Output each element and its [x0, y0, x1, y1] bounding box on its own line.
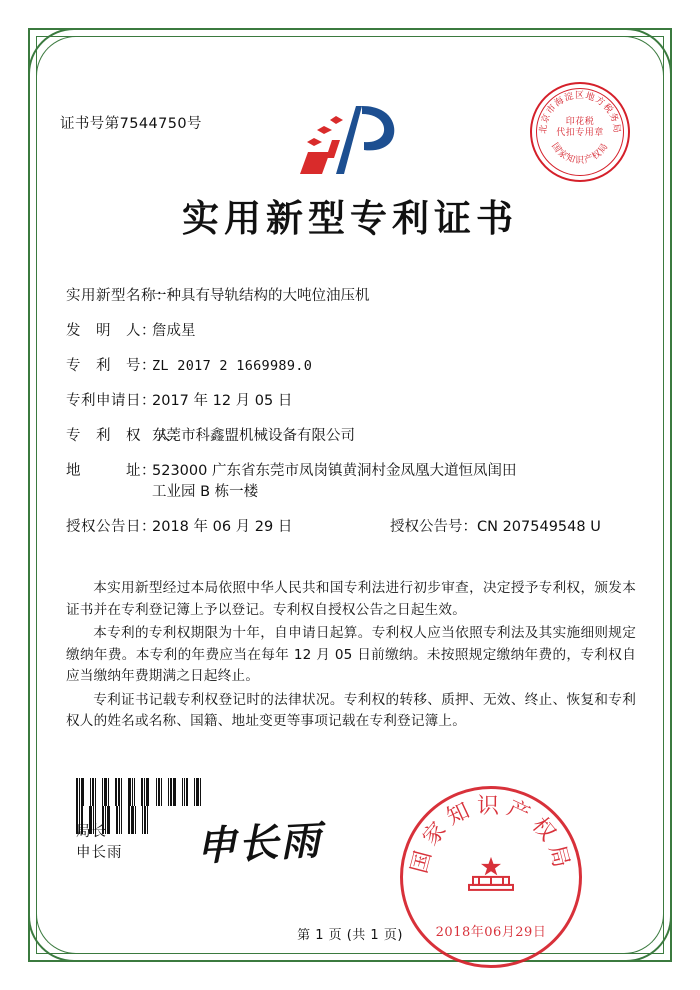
tax-stamp: [530, 82, 630, 182]
official-seal-date: 2018年06月29日: [435, 925, 547, 940]
field-grant-row: [66, 519, 642, 536]
svg-text:国家知识产权局: 国家知识产权局: [549, 141, 611, 166]
field-patent-holder: [66, 428, 642, 445]
field-label-patent-no: 专 利 号：: [66, 358, 156, 374]
certificate-content: [56, 60, 644, 943]
svg-text:北京市海淀区地方税务局: 北京市海淀区地方税务局: [538, 91, 622, 135]
field-application-date: [66, 393, 642, 410]
field-label-grant-date: 授权公告日：: [66, 519, 156, 535]
certificate-number: 证书号第7544750号: [60, 116, 202, 132]
field-grant-number: [390, 519, 601, 536]
field-value-address-line-1: 523000 广东省东莞市凤岗镇黄洞村金凤凰大道恒凤闺田: [152, 463, 517, 479]
field-value-holder: 东莞市科鑫盟机械设备有限公司: [152, 428, 355, 444]
document-title: 实用新型专利证书: [182, 196, 518, 240]
field-address: [66, 463, 642, 501]
legal-paragraphs: [66, 578, 636, 735]
field-inventor: [66, 323, 642, 340]
signature-block: [76, 822, 123, 864]
field-value-grant-no: CN 207549548 U: [477, 519, 601, 535]
field-utility-model-name: [66, 288, 642, 305]
tax-stamp-line-2: 代扣专用章: [556, 128, 604, 138]
field-value-inventor: 詹成星: [152, 323, 196, 339]
signature-role: 局长: [76, 824, 107, 840]
field-value-patent-no: ZL 2017 2 1669989.0: [152, 358, 313, 374]
field-value-name: 一种具有导轨结构的大吨位油压机: [152, 288, 370, 304]
svg-text:国家知识产权局: 国家知识产权局: [407, 794, 575, 876]
field-patent-number: [66, 358, 642, 375]
national-emblem-icon: [463, 855, 519, 901]
tax-stamp-line-1: 印花税: [565, 117, 595, 127]
field-value-grant-date: 2018 年 06 月 29 日: [152, 519, 293, 535]
field-label-name: 实用新型名称：: [66, 288, 171, 304]
page-footer: 第 1 页 (共 1 页): [297, 928, 403, 943]
signature-name: 申长雨: [76, 845, 123, 861]
field-value-address-line-2: 工业园 B 栋一楼: [152, 484, 259, 500]
field-list: [66, 288, 642, 554]
legal-paragraph-3: 专利证书记载专利权登记时的法律状况。专利权的转移、质押、无效、终止、恢复和专利权人的姓名或名称、国籍、地址变更等事项记载在专利登记簿上。: [66, 691, 636, 729]
cnipa-logo-icon: [284, 100, 414, 180]
field-label-apply-date: 专利申请日：: [66, 393, 156, 409]
legal-paragraph-2: 本专利的专利权期限为十年，自申请日起算。专利权人应当依照专利法及其实施细则规定缴纳年费。本专利的年费应当在每年 12 月 05 日前缴纳。未按照规定缴纳年费的，专利权自应当缴纳年费期满之日起终止。: [66, 625, 636, 684]
legal-paragraph-1: 本实用新型经过本局依照中华人民共和国专利法进行初步审查，决定授予专利权，颁发本证书并在专利登记簿上予以登记。专利权自授权公告之日起生效。: [66, 580, 636, 618]
field-value-apply-date: 2017 年 12 月 05 日: [152, 393, 293, 409]
tax-stamp-center-text: [532, 117, 628, 139]
handwritten-signature: 申长雨: [195, 816, 324, 871]
field-label-address: 地 址：: [66, 463, 156, 479]
field-label-inventor: 发 明 人：: [66, 323, 156, 339]
field-label-grant-no: 授权公告号：: [390, 519, 477, 535]
barcode: [76, 778, 202, 806]
field-label-holder: 专 利 权 人：: [66, 428, 186, 444]
